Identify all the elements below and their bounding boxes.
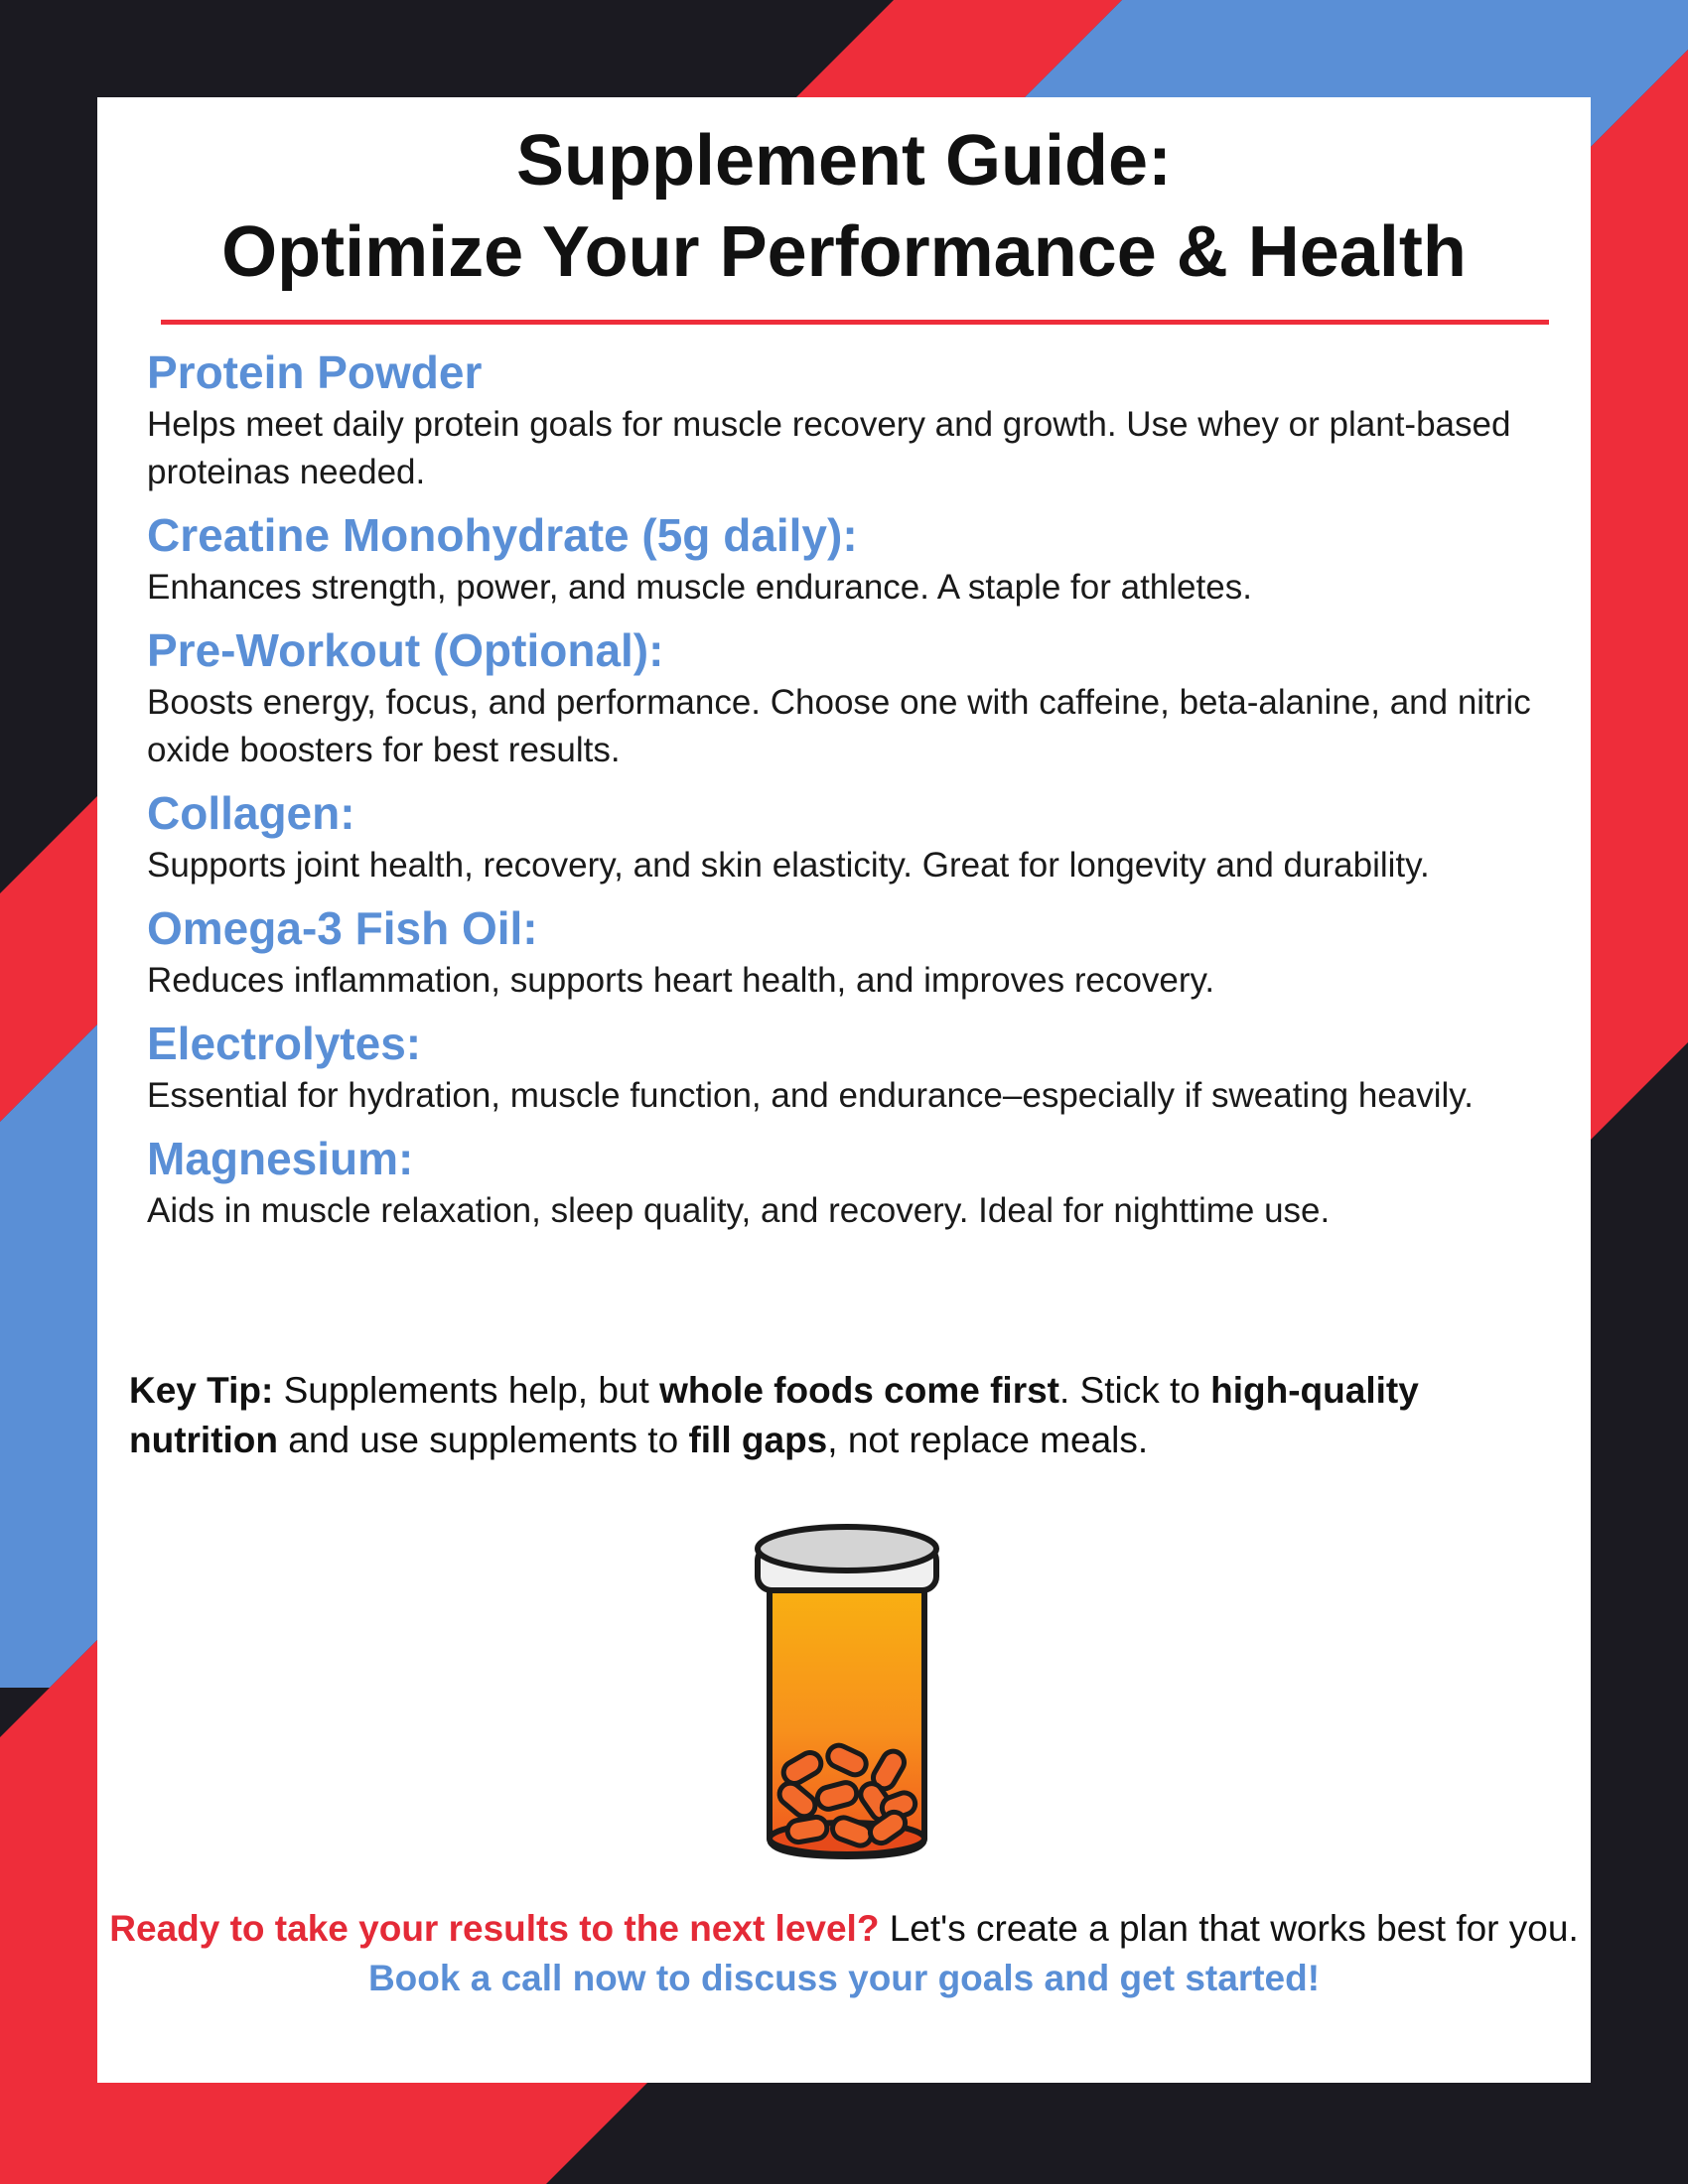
- key-tip-text: , not replace meals.: [827, 1420, 1149, 1460]
- list-item: [147, 506, 1537, 612]
- list-item: [147, 899, 1537, 1005]
- supplement-description: Helps meet daily protein goals for muscle recovery and growth. Use whey or plant-based proteinas needed.: [147, 405, 1511, 491]
- list-item: [147, 1130, 1537, 1235]
- list-item: [147, 343, 1537, 496]
- supplement-name: Collagen:: [147, 787, 355, 839]
- supplement-description: Aids in muscle relaxation, sleep quality, and recovery. Ideal for nighttime use.: [147, 1191, 1331, 1230]
- key-tip-emphasis: fill gaps: [688, 1420, 828, 1460]
- call-to-action: [97, 1904, 1591, 2003]
- key-tip-text: and use supplements to: [278, 1420, 689, 1460]
- content-card: [97, 97, 1591, 2083]
- list-item: [147, 621, 1537, 774]
- cta-text: Let's create a plan that works best for you.: [879, 1908, 1579, 1949]
- title-divider: [161, 320, 1549, 325]
- supplement-description: Reduces inflammation, supports heart health, and improves recovery.: [147, 961, 1215, 1000]
- supplement-description: Supports joint health, recovery, and skin elasticity. Great for longevity and durability.: [147, 846, 1430, 885]
- list-item: [147, 784, 1537, 889]
- supplement-name: Creatine Monohydrate (5g daily):: [147, 509, 858, 561]
- supplement-description: Boosts energy, focus, and performance. Choose one with caffeine, beta-alanine, and nitric oxide boosters for best results.: [147, 683, 1531, 769]
- key-tip-text: . Stick to: [1059, 1370, 1211, 1411]
- supplement-list: [147, 343, 1537, 1245]
- key-tip-emphasis: high-quality nutrition: [129, 1370, 1419, 1460]
- key-tip-text: Supplements help, but: [273, 1370, 660, 1411]
- title-line-2: Optimize Your Performance & Health: [221, 212, 1467, 292]
- title-line-1: Supplement Guide:: [515, 121, 1173, 201]
- supplement-name: Electrolytes:: [147, 1018, 422, 1069]
- supplement-name: Protein Powder: [147, 346, 483, 398]
- list-item: [147, 1015, 1537, 1120]
- cta-highlight: Ready to take your results to the next level?: [109, 1908, 880, 1949]
- key-tip-emphasis: whole foods come first: [659, 1370, 1059, 1411]
- supplement-description: Essential for hydration, muscle function, and endurance–especially if sweating heavily.: [147, 1076, 1474, 1115]
- supplement-name: Magnesium:: [147, 1133, 414, 1184]
- key-tip: [129, 1366, 1559, 1465]
- supplement-description: Enhances strength, power, and muscle endurance. A staple for athletes.: [147, 568, 1252, 607]
- page-title: [97, 115, 1591, 298]
- supplement-name: Omega-3 Fish Oil:: [147, 902, 538, 954]
- pill-bottle-icon: [748, 1519, 946, 1876]
- supplement-name: Pre-Workout (Optional):: [147, 624, 664, 676]
- cta-book-call-link[interactable]: Book a call now to discuss your goals and get started!: [367, 1958, 1321, 1998]
- key-tip-label: Key Tip:: [129, 1370, 274, 1411]
